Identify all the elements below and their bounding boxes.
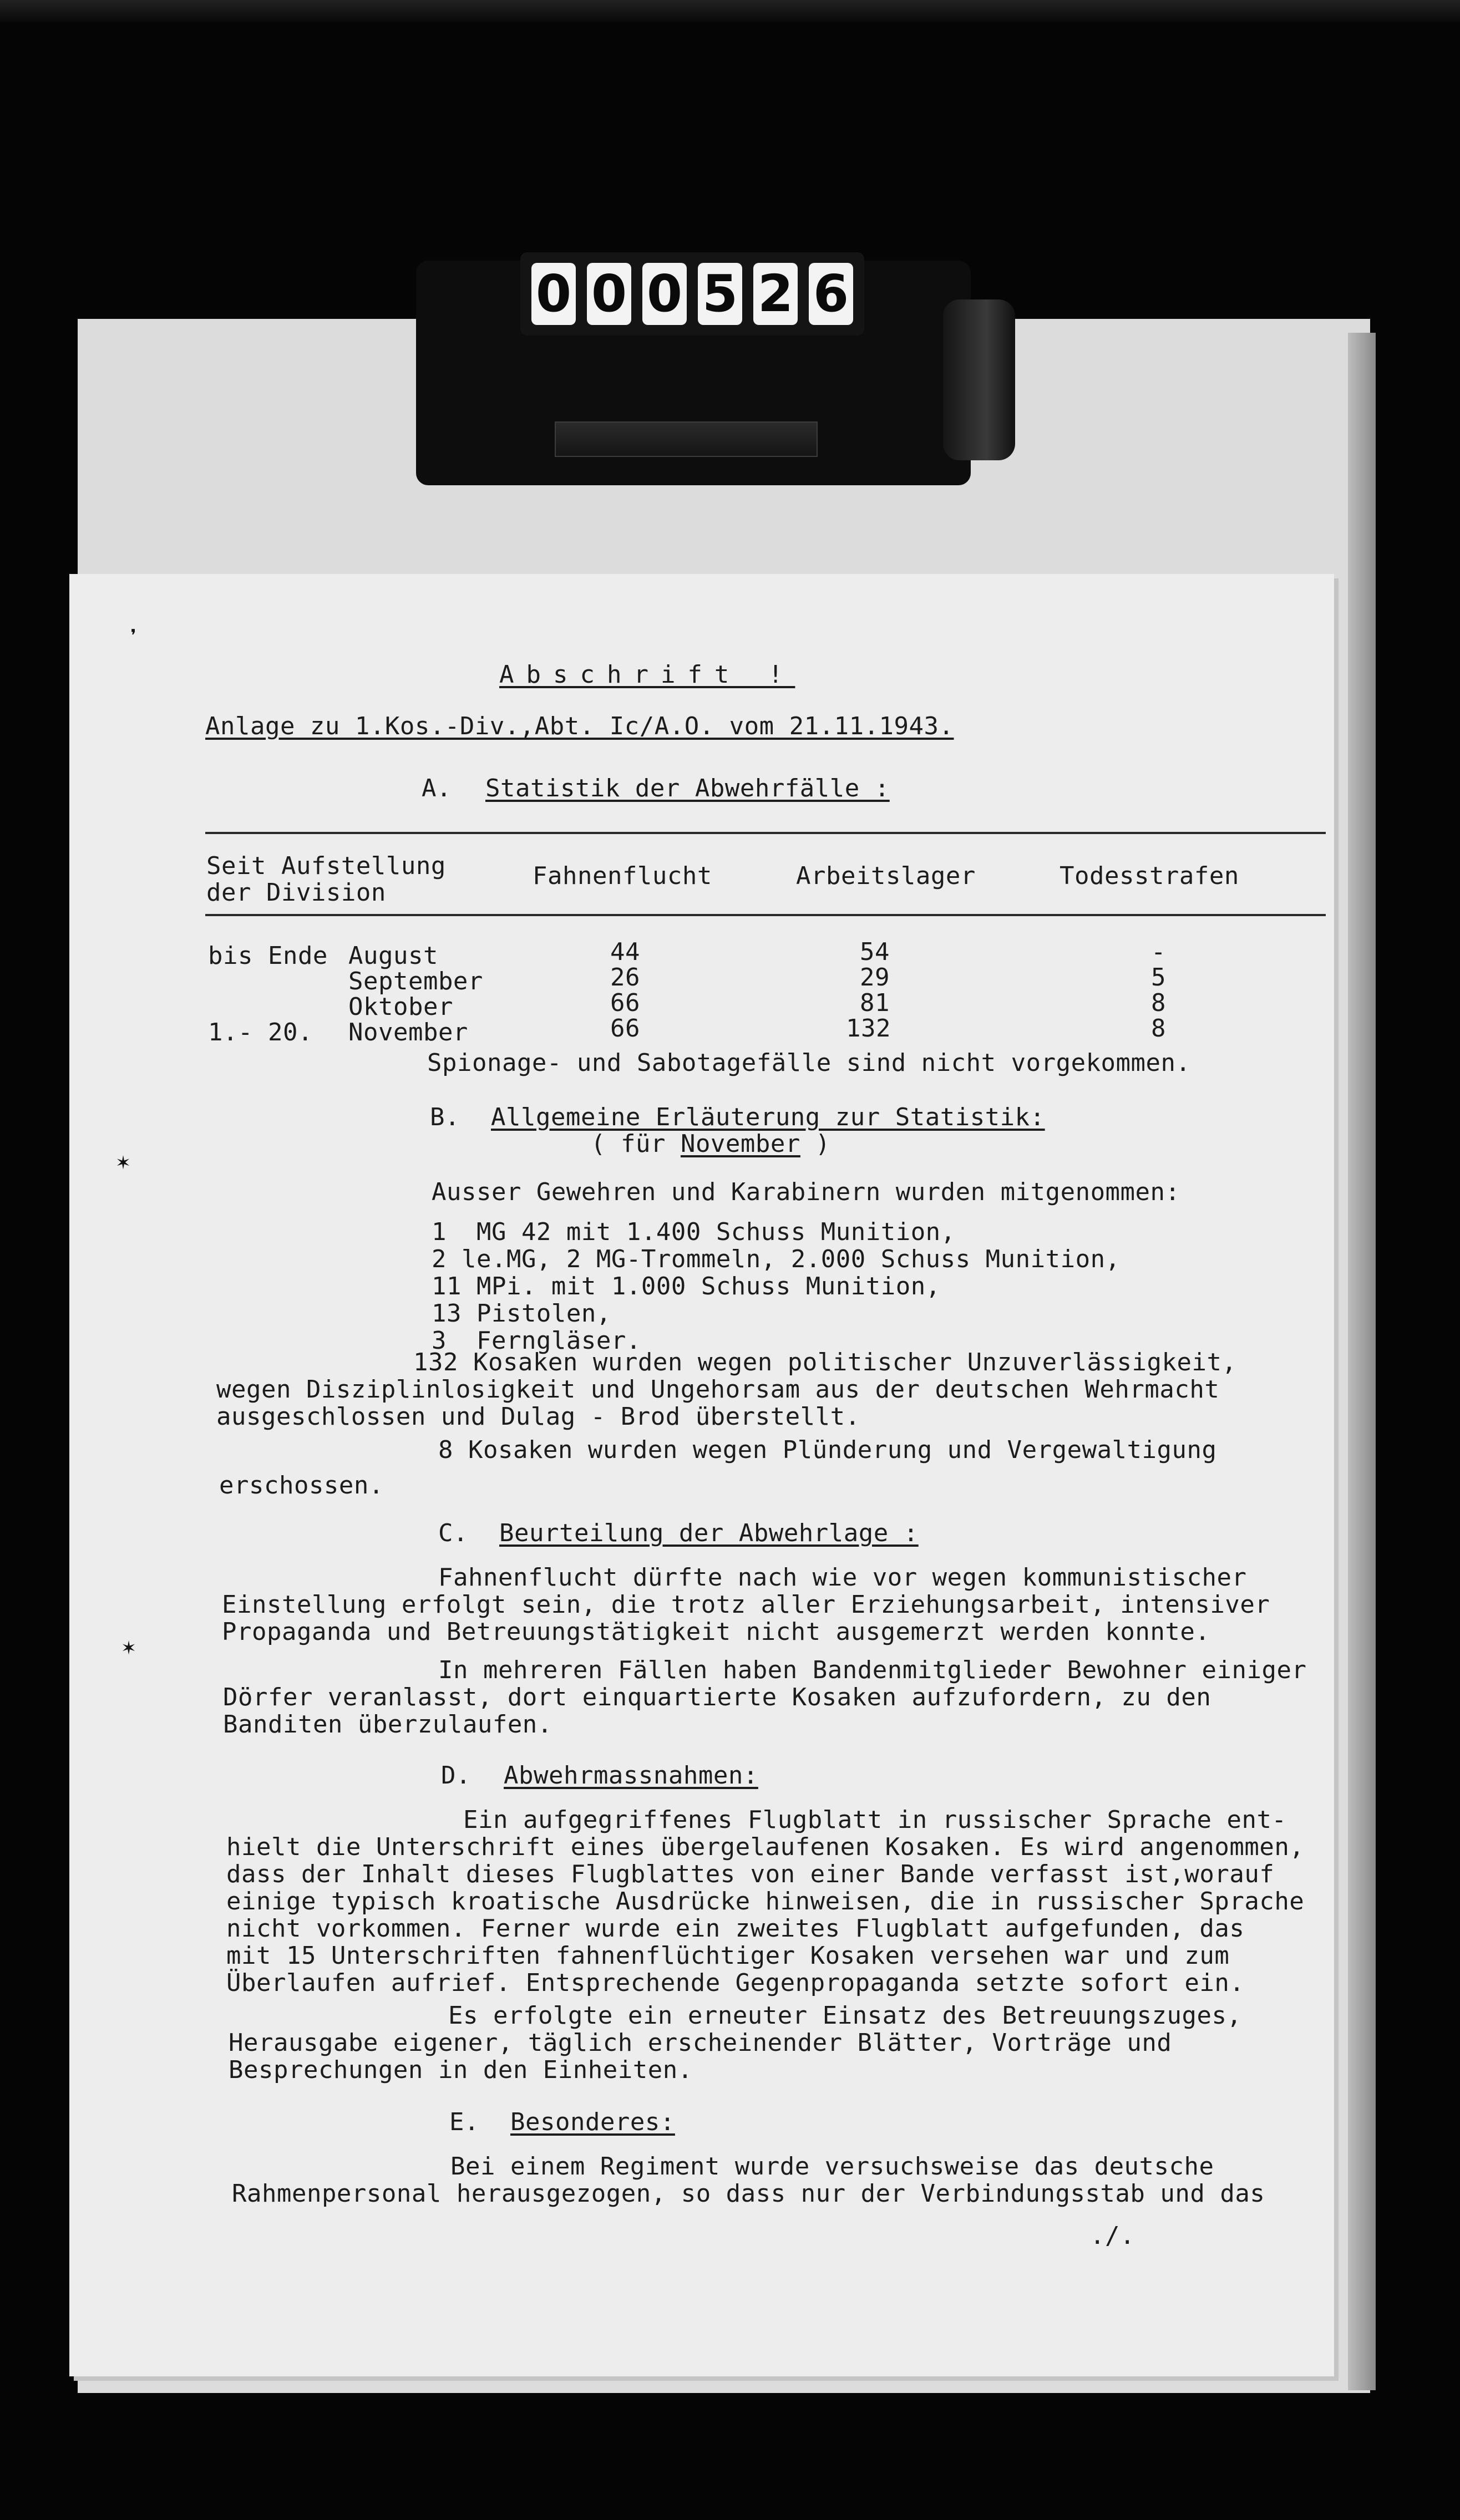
- counter-digit: 0: [642, 263, 687, 325]
- paragraph-line: Bei einem Regiment wurde versuchsweise das deutsche: [450, 2152, 1214, 2181]
- list-item: 1 MG 42 mit 1.400 Schuss Munition,: [432, 1218, 956, 1246]
- paragraph-line: Ein aufgegriffenes Flugblatt in russischer Sprache ent-: [463, 1806, 1287, 1834]
- table-top-rule: [205, 832, 1326, 834]
- list-item: 3 Ferngläser.: [432, 1327, 641, 1355]
- margin-mark: ✶: [122, 1634, 136, 1660]
- table-cell-labor: 29: [860, 963, 890, 992]
- frame-counter: [520, 252, 864, 336]
- section-e-title: Besonderes:: [510, 2108, 675, 2136]
- table-header-period-2: der Division: [206, 878, 386, 907]
- paragraph-line: Dörfer veranlasst, dort einquartierte Kosaken aufzufordern, zu den: [223, 1683, 1211, 1711]
- back-sheet-edge: [1348, 333, 1376, 2390]
- table-row-month: August: [348, 942, 438, 970]
- continuation-mark: ./.: [1090, 2222, 1135, 2250]
- document-heading: Abschrift !: [499, 661, 795, 689]
- counter-digit: 5: [698, 263, 742, 325]
- section-b-subtitle-post: ): [800, 1130, 830, 1158]
- table-cell-desertion: 26: [610, 963, 640, 992]
- counter-wheel: [943, 299, 1015, 460]
- paragraph-line: erschossen.: [219, 1471, 384, 1500]
- counter-label-plate: [555, 421, 818, 457]
- paragraph-line: dass der Inhalt dieses Flugblattes von einer Bande verfasst ist,worauf: [226, 1860, 1275, 1888]
- table-cell-death: -: [1151, 938, 1166, 966]
- paragraph-line: 132 Kosaken wurden wegen politischer Unzuverlässigkeit,: [413, 1348, 1237, 1376]
- paragraph-line: Herausgabe eigener, täglich erscheinender Blätter, Vorträge und: [229, 2029, 1172, 2057]
- paragraph-line: Fahnenflucht dürfte nach wie vor wegen kommunistischer: [438, 1563, 1247, 1592]
- section-b-intro: Ausser Gewehren und Karabinern wurden mitgenommen:: [432, 1178, 1180, 1206]
- paragraph-line: hielt die Unterschrift eines übergelaufenen Kosaken. Es wird angenommen,: [226, 1833, 1305, 1861]
- counter-digit: 0: [531, 263, 576, 325]
- paragraph-line: In mehreren Fällen haben Bandenmitglieder Bewohner einiger: [438, 1656, 1307, 1684]
- table-row-prefix: bis Ende: [208, 942, 328, 970]
- table-cell-death: 5: [1151, 963, 1166, 992]
- table-cell-labor: 132: [846, 1014, 891, 1043]
- list-item: 2 le.MG, 2 MG-Trommeln, 2.000 Schuss Munition,: [432, 1245, 1121, 1273]
- paragraph-line: Überlaufen aufrief. Entsprechende Gegenpropaganda setzte sofort ein.: [226, 1969, 1245, 1997]
- table-cell-death: 8: [1151, 1014, 1166, 1043]
- table-header-desertion: Fahnenflucht: [533, 862, 712, 890]
- table-row-month: Oktober: [348, 993, 453, 1021]
- section-a-title: Statistik der Abwehrfälle :: [485, 774, 890, 802]
- table-header-death: Todesstrafen: [1059, 862, 1239, 890]
- paragraph-line: einige typisch kroatische Ausdrücke hinweisen, die in russischer Sprache: [226, 1887, 1305, 1916]
- list-item: 11 MPi. mit 1.000 Schuss Munition,: [432, 1272, 941, 1300]
- section-d-letter: D.: [441, 1761, 471, 1790]
- table-row-prefix: 1.- 20.: [208, 1018, 313, 1046]
- list-item: 13 Pistolen,: [432, 1299, 611, 1328]
- margin-mark: ❜: [126, 625, 140, 651]
- table-cell-desertion: 44: [610, 938, 640, 966]
- paragraph-line: Es erfolgte ein erneuter Einsatz des Betreuungszuges,: [448, 2001, 1242, 2030]
- section-c-letter: C.: [438, 1519, 468, 1547]
- table-note: Spionage- und Sabotagefälle sind nicht vorgekommen.: [427, 1049, 1191, 1077]
- paragraph-line: wegen Disziplinlosigkeit und Ungehorsam aus der deutschen Wehrmacht: [216, 1375, 1220, 1404]
- table-row-month: November: [348, 1018, 468, 1046]
- table-cell-labor: 54: [860, 938, 890, 966]
- paragraph-line: mit 15 Unterschriften fahnenflüchtiger Kosaken versehen war und zum: [226, 1942, 1230, 1970]
- section-a-letter: A.: [422, 774, 452, 802]
- paragraph-line: ausgeschlossen und Dulag - Brod überstellt.: [216, 1403, 860, 1431]
- counter-digit: 6: [809, 263, 853, 325]
- table-cell-labor: 81: [860, 989, 890, 1017]
- section-b-subtitle: [591, 1129, 830, 1159]
- table-header-period-1: Seit Aufstellung: [206, 852, 446, 880]
- counter-digit: 0: [587, 263, 631, 325]
- paragraph-line: Besprechungen in den Einheiten.: [229, 2056, 693, 2084]
- section-b-title: Allgemeine Erläuterung zur Statistik:: [491, 1103, 1045, 1131]
- film-edge: [0, 0, 1460, 22]
- section-d-title: Abwehrmassnahmen:: [504, 1761, 758, 1790]
- paragraph-line: Rahmenpersonal herausgezogen, so dass nur der Verbindungsstab und das: [232, 2179, 1265, 2208]
- section-e-letter: E.: [449, 2108, 479, 2136]
- table-header-rule: [205, 914, 1326, 916]
- table-cell-death: 8: [1151, 989, 1166, 1017]
- table-header-labor: Arbeitslager: [796, 862, 976, 890]
- section-b-subtitle-month: November: [680, 1130, 800, 1158]
- paragraph-line: nicht vorkommen. Ferner wurde ein zweites Flugblatt aufgefunden, das: [226, 1914, 1245, 1943]
- paragraph-line: 8 Kosaken wurden wegen Plünderung und Vergewaltigung: [438, 1436, 1217, 1464]
- paragraph-line: Banditen überzulaufen.: [223, 1710, 552, 1739]
- section-b-letter: B.: [430, 1103, 460, 1131]
- section-c-title: Beurteilung der Abwehrlage :: [499, 1519, 919, 1547]
- table-cell-desertion: 66: [610, 989, 640, 1017]
- table-cell-desertion: 66: [610, 1014, 640, 1043]
- document-subheading: Anlage zu 1.Kos.-Div.,Abt. Ic/A.O. vom 21.11.1943.: [205, 712, 954, 740]
- counter-digit: 2: [753, 263, 798, 325]
- section-b-subtitle-pre: ( für: [591, 1130, 681, 1158]
- paragraph-line: Einstellung erfolgt sein, die trotz aller Erziehungsarbeit, intensiver: [222, 1591, 1270, 1619]
- table-row-month: September: [348, 967, 483, 995]
- paragraph-line: Propaganda und Betreuungstätigkeit nicht ausgemerzt werden konnte.: [222, 1618, 1210, 1646]
- margin-mark: ✶: [116, 1149, 130, 1175]
